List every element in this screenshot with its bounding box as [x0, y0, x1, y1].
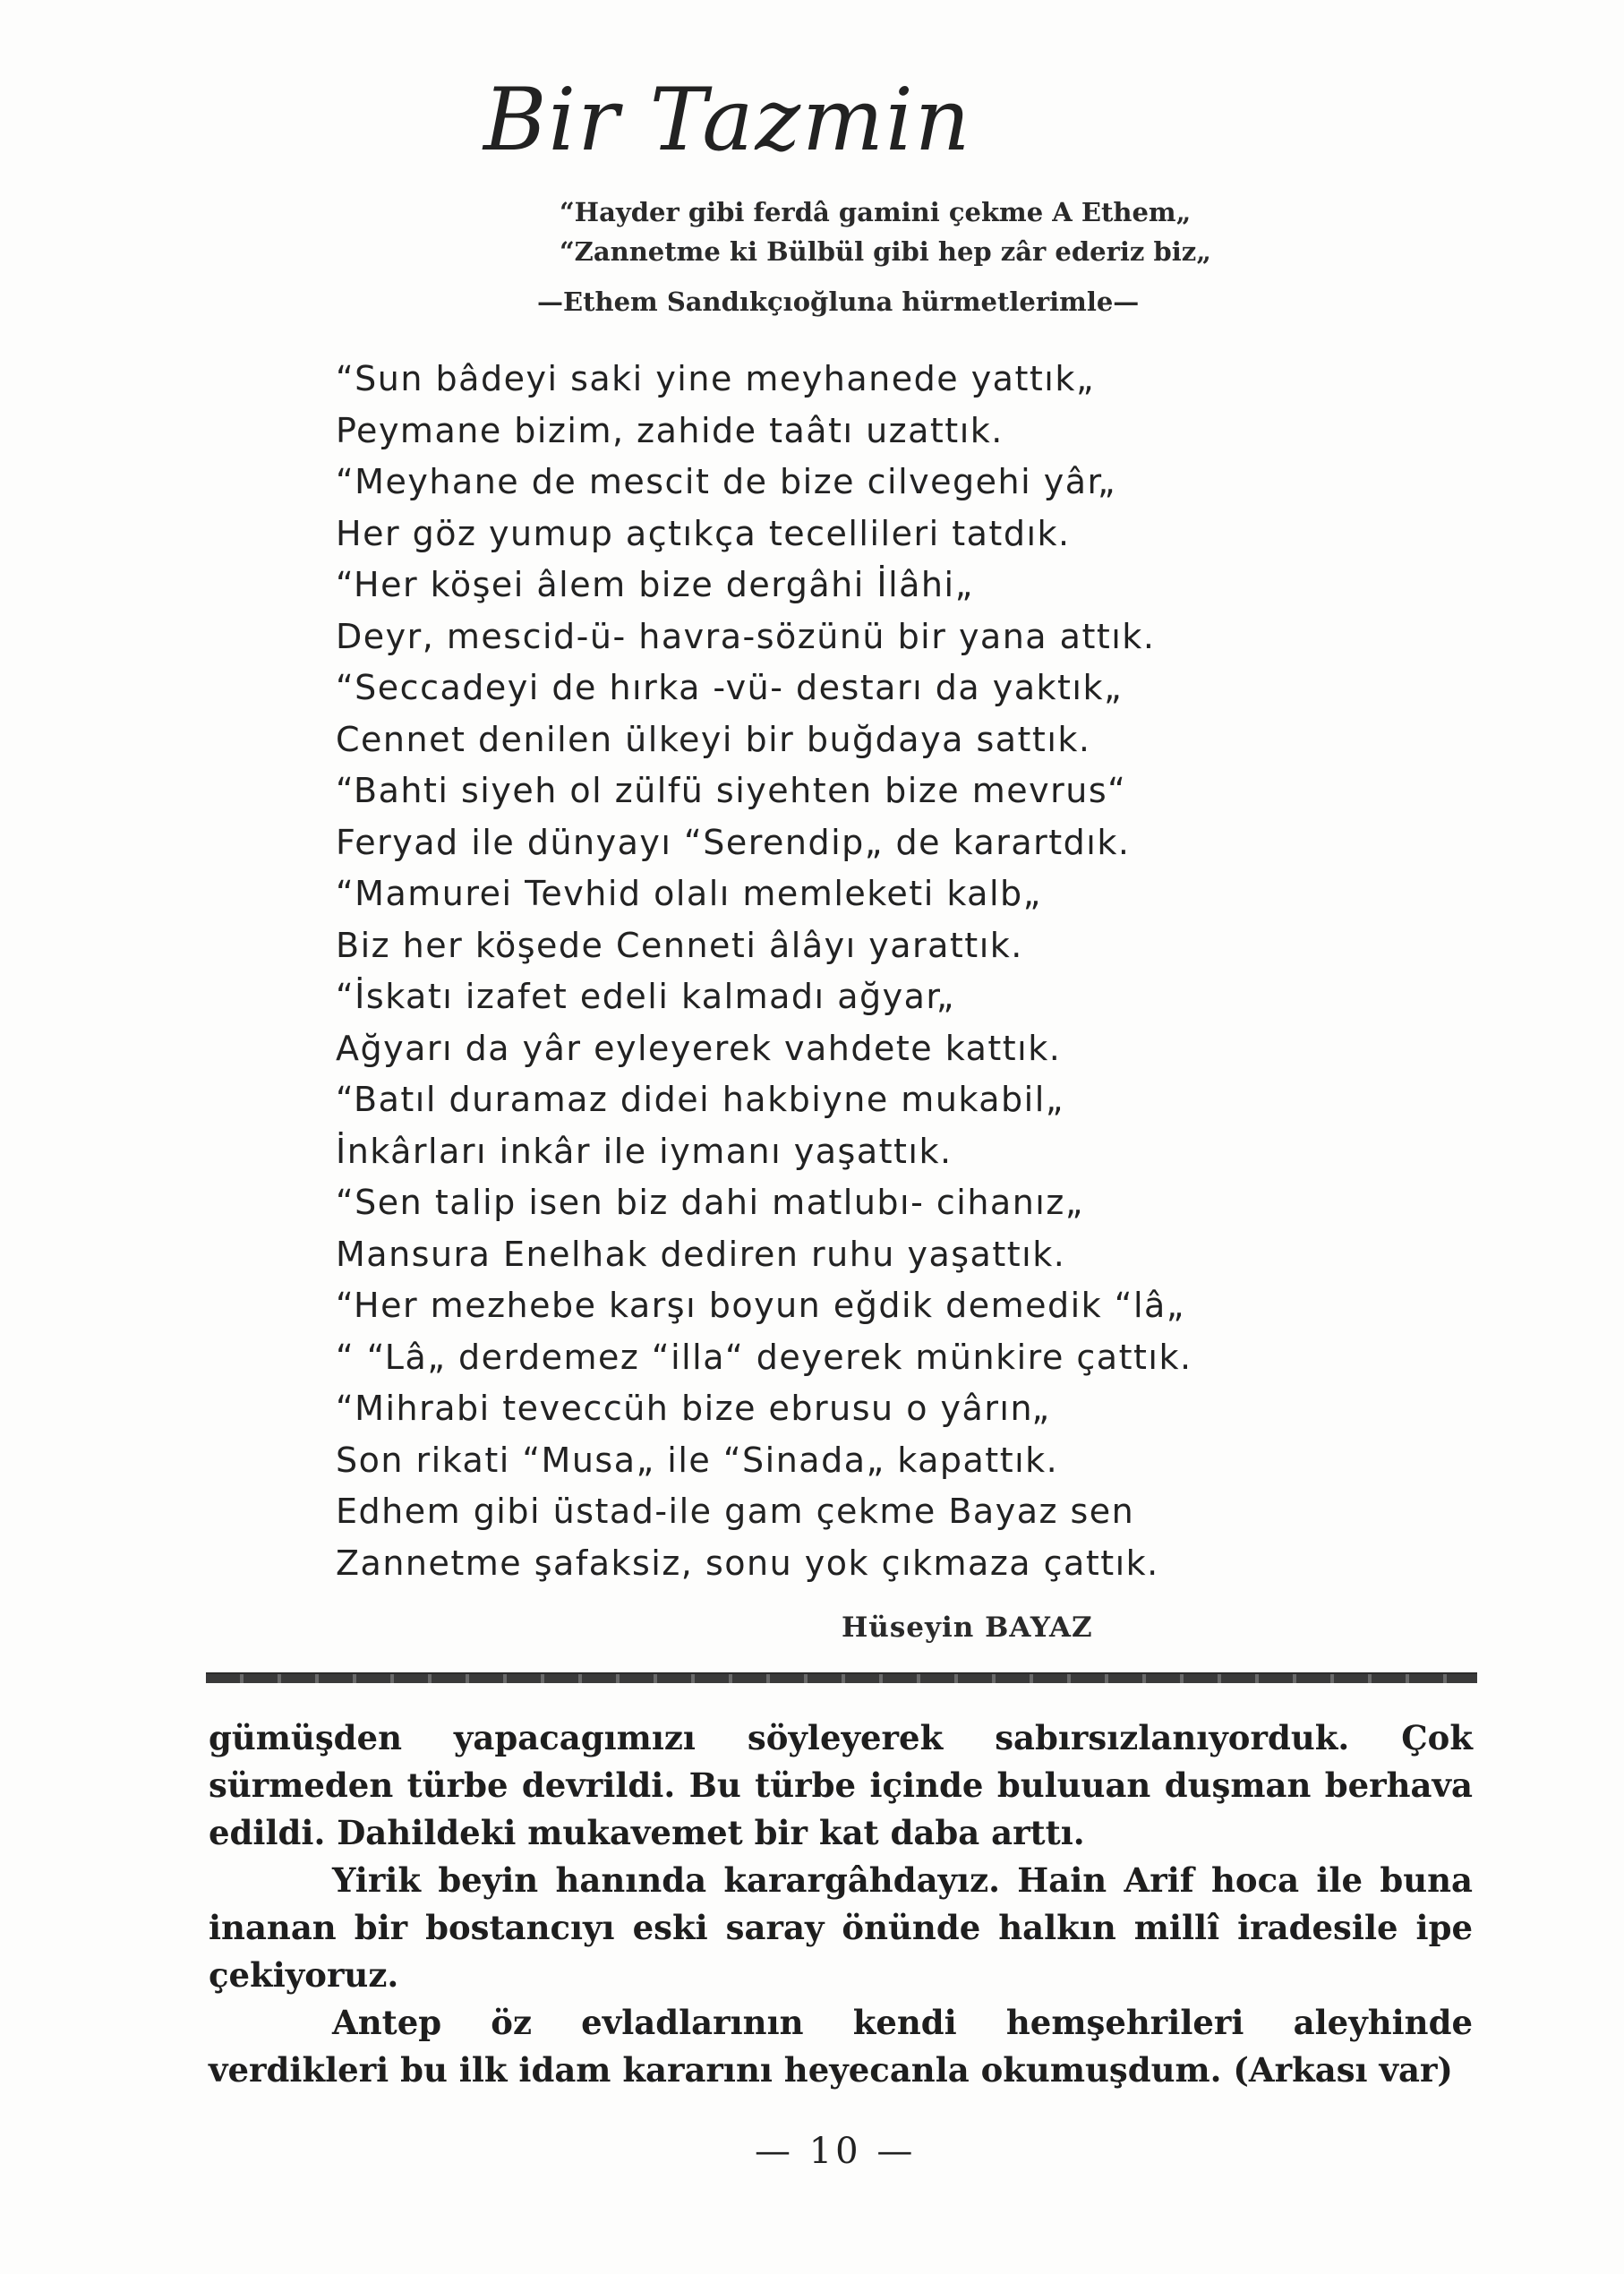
poem-line: Edhem gibi üstad-ile gam çekme Bayaz sen: [336, 1492, 1135, 1531]
prose-paragraph: gümüşden yapacagımızı söyleyerek sabırsızlanıyorduk. Çok sürmeden türbe devrildi. Bu türbe içinde buluuan duşman berhava edildi. Dahildeki mukavemet bir kat daba arttı.: [209, 1718, 1473, 1852]
epigraph-line: “Hayder gibi ferdâ gamini çekme A Ethem„: [560, 197, 1192, 227]
poem-line: İnkârları inkâr ile iymanı yaşattık.: [336, 1131, 953, 1171]
prose-paragraph: Yirik beyin hanında karargâhdayız. Hain Arif hoca ile buna inanan bir bostancıyı eski saray önünde halkın millî iradesile ipe çekiyoruz.: [209, 1860, 1473, 1995]
poem-line: Feryad ile dünyayı “Serendip„ de karartdık.: [336, 822, 1131, 862]
poem-line: Biz her köşede Cenneti âlâyı yarattık.: [336, 925, 1023, 965]
poem-line: Son rikati “Musa„ ile “Sinada„ kapattık.: [336, 1440, 1059, 1480]
poem-line: “Sen talip isen biz dahi matlubı- cihanız„: [336, 1183, 1084, 1222]
poem-line: “Her köşei âlem bize dergâhi İlâhi„: [336, 565, 974, 604]
poem-line: Peymane bizim, zahide taâtı uzattık.: [336, 410, 1004, 450]
epigraph: [560, 192, 1211, 271]
dedication: —Ethem Sandıkçıoğluna hürmetlerimle—: [537, 286, 1140, 317]
poem-line: “Her mezhebe karşı boyun eğdik demedik “lâ„: [336, 1286, 1185, 1325]
poem-line: Ağyarı da yâr eyleyerek vahdete kattık.: [336, 1028, 1062, 1068]
poem-line: Deyr, mescid-ü- havra-sözünü bir yana attık.: [336, 616, 1156, 656]
poem-line: Cennet denilen ülkeyi bir buğdaya sattık.: [336, 719, 1091, 759]
epigraph-line: “Zannetme ki Bülbül gibi hep zâr ederiz biz„: [560, 236, 1211, 267]
prose-body: [209, 1714, 1473, 2094]
prose-paragraph: Antep öz evladlarının kendi hemşehrileri aleyhinde verdikleri bu ilk idam kararını heyecanla okumuşdum. (Arkası var): [209, 2003, 1473, 2090]
poem-line: “Bahti siyeh ol zülfü siyehten bize mevrus“: [336, 771, 1127, 810]
poem-author: Hüseyin BAYAZ: [842, 1611, 1093, 1644]
poem-line: Mansura Enelhak dediren ruhu yaşattık.: [336, 1234, 1066, 1274]
poem-line: “Meyhane de mescit de bize cilvegehi yâr„: [336, 462, 1117, 501]
poem-line: “Mamurei Tevhid olalı memleketi kalb„: [336, 874, 1042, 913]
page-number: — 10 —: [755, 2131, 917, 2172]
poem-line: Zannetme şafaksiz, sonu yok çıkmaza çattık.: [336, 1543, 1159, 1583]
poem-title: Bir Tazmin: [483, 70, 972, 170]
poem-line: “Sun bâdeyi saki yine meyhanede yattık„: [336, 359, 1096, 398]
poem-line: Her göz yumup açtıkça tecellileri tatdık.: [336, 513, 1071, 553]
poem-line: “Batıl duramaz didei hakbiyne mukabil„: [336, 1080, 1064, 1119]
poem-line: “İskatı izafet edeli kalmadı ağyar„: [336, 977, 955, 1016]
section-divider: [206, 1672, 1477, 1683]
poem-line: “Seccadeyi de hırka -vü- destarı da yaktık„: [336, 668, 1124, 707]
poem-line: “Mihrabi teveccüh bize ebrusu o yârın„: [336, 1389, 1051, 1428]
poem-body: [336, 354, 1231, 1589]
poem-line: “ “Lâ„ derdemez “illa“ deyerek münkire çattık.: [336, 1337, 1192, 1377]
